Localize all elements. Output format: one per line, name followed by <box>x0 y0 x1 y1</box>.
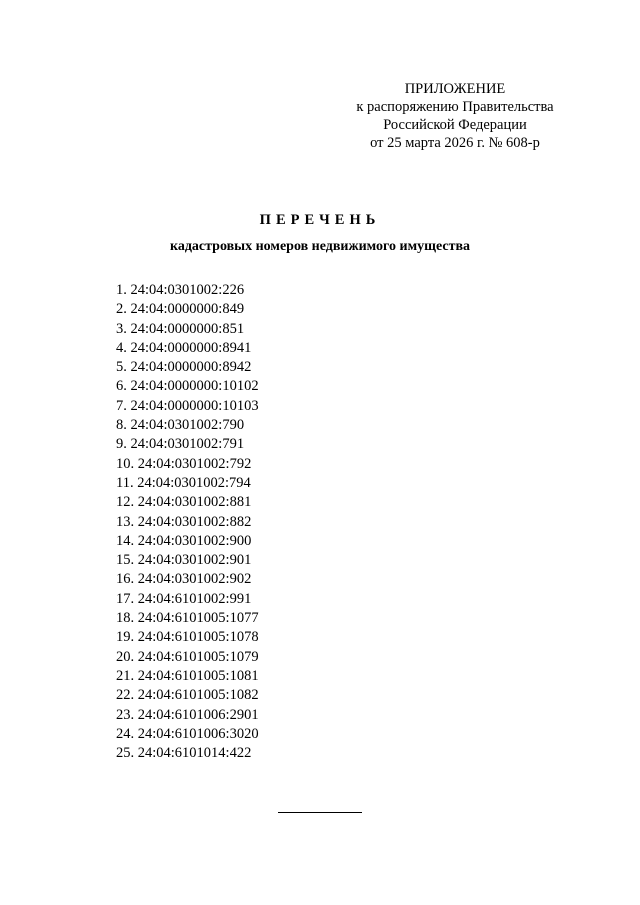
document-subtitle: кадастровых номеров недвижимого имущества <box>169 239 470 254</box>
list-item: 2. 24:04:0000000:849 <box>116 301 245 318</box>
list-item: 8. 24:04:0301002:790 <box>116 417 245 434</box>
list-item: 1. 24:04:0301002:226 <box>116 282 245 298</box>
list-item: 11. 24:04:0301002:794 <box>116 474 251 491</box>
list-item: 23. 24:04:6101006:2901 <box>116 706 259 723</box>
list-item: 5. 24:04:0000000:8942 <box>116 359 252 376</box>
list-item: 16. 24:04:0301002:902 <box>116 571 252 588</box>
list-item: 13. 24:04:0301002:882 <box>116 513 252 530</box>
list-item: 21. 24:04:6101005:1081 <box>116 667 259 684</box>
list-item: 19. 24:04:6101005:1078 <box>116 629 259 646</box>
list-item: 22. 24:04:6101005:1082 <box>116 687 259 704</box>
list-item: 3. 24:04:0000000:851 <box>116 320 245 337</box>
appendix-date-number: от 25 марта 2026 г. № 608-р <box>370 135 540 151</box>
list-item: 25. 24:04:6101014:422 <box>116 745 252 762</box>
list-item: 6. 24:04:0000000:10102 <box>116 378 259 395</box>
list-item: 20. 24:04:6101005:1079 <box>116 648 259 665</box>
appendix-authority: Российской Федерации <box>383 117 527 133</box>
appendix-reference: к распоряжению Правительства <box>356 99 554 115</box>
appendix-block <box>330 80 580 152</box>
list-item: 17. 24:04:6101002:991 <box>116 590 252 607</box>
document-title: ПЕРЕЧЕНЬ <box>259 212 381 228</box>
list-item: 14. 24:04:0301002:900 <box>116 532 252 549</box>
end-separator-line <box>278 812 362 813</box>
list-item: 24. 24:04:6101006:3020 <box>116 725 259 742</box>
list-item: 4. 24:04:0000000:8941 <box>116 339 252 356</box>
list-item: 18. 24:04:6101005:1077 <box>116 610 259 627</box>
list-item: 9. 24:04:0301002:791 <box>116 436 245 453</box>
list-item: 15. 24:04:0301002:901 <box>116 552 252 569</box>
list-item: 10. 24:04:0301002:792 <box>116 455 252 472</box>
cadastral-number-list <box>116 281 259 763</box>
list-item: 12. 24:04:0301002:881 <box>116 494 252 511</box>
list-item: 7. 24:04:0000000:10103 <box>116 397 259 414</box>
appendix-heading: ПРИЛОЖЕНИЕ <box>404 81 506 97</box>
